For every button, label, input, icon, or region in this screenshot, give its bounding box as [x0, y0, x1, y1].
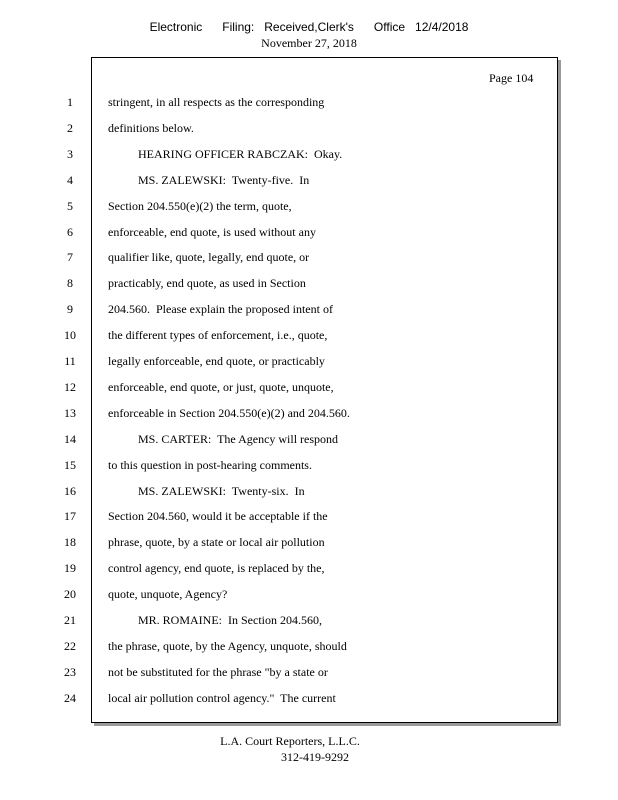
line-number: 2	[67, 120, 73, 135]
line-number: 19	[64, 561, 76, 576]
transcript-line	[0, 120, 560, 136]
page-number: Page 104	[489, 71, 534, 85]
transcript-line	[0, 638, 560, 654]
line-text: the phrase, quote, by the Agency, unquote, should	[108, 638, 347, 653]
line-text: Section 204.560, would it be acceptable if the	[108, 509, 328, 524]
footer-company: L.A. Court Reporters, L.L.C.	[220, 734, 360, 748]
line-number: 23	[64, 664, 76, 679]
transcript-line	[0, 327, 560, 343]
transcript-line	[0, 353, 560, 369]
transcript-line	[0, 534, 560, 550]
line-number: 9	[67, 302, 73, 317]
line-text: enforceable, end quote, or just, quote, unquote,	[108, 379, 334, 394]
line-text: not be substituted for the phrase "by a state or	[108, 664, 328, 679]
line-number: 7	[67, 250, 73, 265]
filing-date: November 27, 2018	[261, 36, 357, 50]
transcript-line	[0, 275, 560, 291]
transcript-line	[0, 664, 560, 680]
line-text: MR. ROMAINE: In Section 204.560,	[108, 613, 322, 627]
line-number: 16	[64, 483, 76, 498]
line-text: definitions below.	[108, 120, 194, 135]
transcript-line	[0, 483, 560, 499]
line-number: 14	[64, 431, 76, 446]
line-number: 13	[64, 405, 76, 420]
transcript-line	[0, 172, 560, 188]
line-text: practicably, end quote, as used in Section	[108, 276, 306, 291]
line-text: local air pollution control agency." The current	[108, 690, 336, 705]
line-number: 5	[67, 198, 73, 213]
transcript-line	[0, 249, 560, 265]
line-number: 10	[64, 328, 76, 343]
filing-stamp: Electronic Filing: Received,Clerk's Office 12/4/2018	[149, 20, 469, 34]
line-number: 18	[64, 535, 76, 550]
transcript-line	[0, 405, 560, 421]
line-text: MS. CARTER: The Agency will respond	[108, 431, 339, 446]
transcript-line	[0, 508, 560, 524]
line-number: 17	[64, 509, 76, 524]
line-text: MS. ZALEWSKI: Twenty-six. In	[108, 483, 305, 498]
line-text: MS. ZALEWSKI: Twenty-five. In	[108, 172, 310, 187]
line-number: 21	[64, 613, 76, 627]
line-text: control agency, end quote, is replaced by the,	[108, 561, 325, 576]
line-text: stringent, in all respects as the corresponding	[108, 95, 325, 109]
transcript-line	[0, 612, 560, 628]
transcript-line	[0, 301, 560, 317]
line-number: 3	[67, 146, 73, 161]
line-number: 1	[67, 95, 73, 109]
transcript-line	[0, 146, 560, 162]
transcript-line	[0, 586, 560, 602]
line-number: 20	[64, 587, 76, 602]
transcript-line	[0, 379, 560, 395]
line-text: enforceable in Section 204.550(e)(2) and 204.560.	[108, 405, 350, 420]
transcript-line	[0, 224, 560, 240]
transcript-line	[0, 198, 560, 214]
transcript-line	[0, 560, 560, 576]
line-number: 22	[64, 638, 76, 653]
line-text: 204.560. Please explain the proposed intent of	[108, 302, 333, 317]
transcript-line	[0, 690, 560, 706]
line-text: HEARING OFFICER RABCZAK: Okay.	[108, 146, 343, 161]
line-number: 15	[64, 457, 76, 472]
line-text: legally enforceable, end quote, or practicably	[108, 354, 325, 368]
transcript-line	[0, 457, 560, 473]
line-text: qualifier like, quote, legally, end quote, or	[108, 250, 310, 265]
transcript-line	[0, 431, 560, 447]
line-text: quote, unquote, Agency?	[108, 587, 228, 602]
footer-phone: 312-419-9292	[281, 750, 349, 764]
line-number: 8	[67, 276, 73, 291]
line-text: the different types of enforcement, i.e., quote,	[108, 328, 328, 343]
line-number: 4	[67, 172, 73, 187]
line-text: Section 204.550(e)(2) the term, quote,	[108, 198, 292, 213]
line-text: phrase, quote, by a state or local air pollution	[108, 535, 325, 550]
line-number: 11	[64, 354, 76, 368]
line-number: 24	[64, 690, 76, 705]
transcript-line	[0, 94, 560, 110]
line-number: 12	[64, 379, 76, 394]
line-number: 6	[67, 224, 73, 239]
line-text: to this question in post-hearing comments.	[108, 457, 312, 472]
line-text: enforceable, end quote, is used without any	[108, 224, 316, 239]
